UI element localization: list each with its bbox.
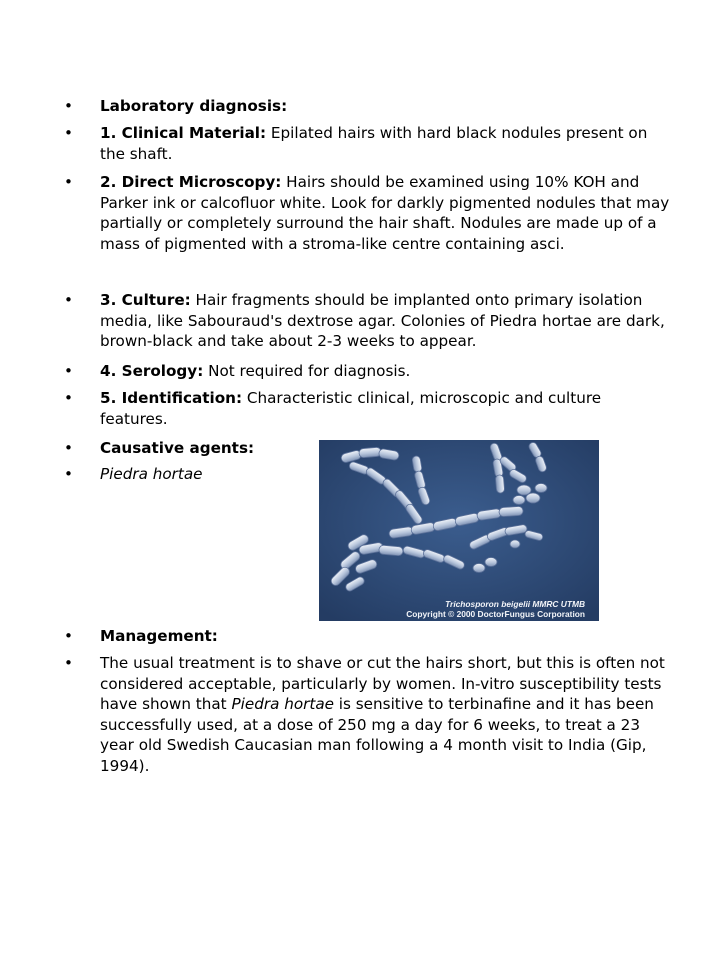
- bullet-text: Hair fragments should be implanted onto primary isolation media, like Sabouraud's dextrose agar. Colonies of Piedra hortae are dark, brown-black and take about 2-3 weeks to appear.: [100, 291, 665, 350]
- bullet-bold: Laboratory diagnosis:: [100, 97, 288, 115]
- bullet-bold: 4. Serology:: [100, 362, 204, 380]
- micrograph-image: [319, 440, 599, 621]
- heading-management: [64, 626, 670, 647]
- clinical-material-item: [64, 123, 670, 164]
- causative-agent-item: [64, 464, 310, 485]
- bullet-text: Not required for diagnosis.: [203, 362, 411, 380]
- bullet-bold: Causative agents:: [100, 439, 255, 457]
- organism-name: Piedra hortae: [231, 695, 334, 713]
- bullet-dot: •: [64, 654, 73, 672]
- bullet-dot: •: [64, 173, 73, 191]
- bullet-text: Epilated hairs with hard black nodules present on the shaft.: [100, 124, 648, 163]
- bullet-bold: 3. Culture:: [100, 291, 191, 309]
- serology-item: [64, 361, 670, 382]
- heading-causative-agents: [64, 438, 310, 459]
- management-item: [64, 653, 670, 776]
- bullet-dot: •: [64, 627, 73, 645]
- bullet-text: Characteristic clinical, microscopic and culture features.: [100, 389, 602, 428]
- heading-laboratory-diagnosis: [64, 96, 670, 117]
- bullet-bold: 5. Identification:: [100, 389, 243, 407]
- bullet-dot: •: [64, 389, 73, 407]
- bullet-text: Hairs should be examined using 10% KOH and Parker ink or calcofluor white. Look for darkly pigmented nodules that may partially or completely surround the hair shaft. Nodules are made up of a mass of pigmented with a stroma-like centre containing asci.: [100, 173, 670, 253]
- identification-item: [64, 388, 670, 429]
- bullet-bold: Management:: [100, 627, 218, 645]
- bullet-bold: 2. Direct Microscopy:: [100, 173, 282, 191]
- micrograph-illustration: [319, 440, 599, 621]
- bullet-dot: •: [64, 291, 73, 309]
- bullet-dot: •: [64, 124, 73, 142]
- bullet-bold: 1. Clinical Material:: [100, 124, 267, 142]
- direct-microscopy-item: [64, 172, 670, 254]
- bullet-dot: •: [64, 439, 73, 457]
- organism-name: Piedra hortae: [100, 465, 203, 483]
- caption-species: Trichosporon beigelii MMRC UTMB: [445, 599, 585, 609]
- bullet-text: is sensitive to terbinafine and it has been successfully used, at a dose of 250 mg a day for 6 weeks, to treat a 23 year old Swedish Caucasian man following a 4 month visit to India (Gip, 1994).: [100, 695, 654, 775]
- bullet-dot: •: [64, 465, 73, 483]
- bullet-dot: •: [64, 97, 73, 115]
- bullet-dot: •: [64, 362, 73, 380]
- caption-copyright: Copyright © 2000 DoctorFungus Corporation: [406, 609, 585, 619]
- bullet-text: The usual treatment is to shave or cut the hairs short, but this is often not considered acceptable, particularly by women. In-vitro susceptibility tests have shown that: [100, 654, 665, 713]
- culture-item: [64, 290, 670, 352]
- image-caption: [406, 599, 585, 619]
